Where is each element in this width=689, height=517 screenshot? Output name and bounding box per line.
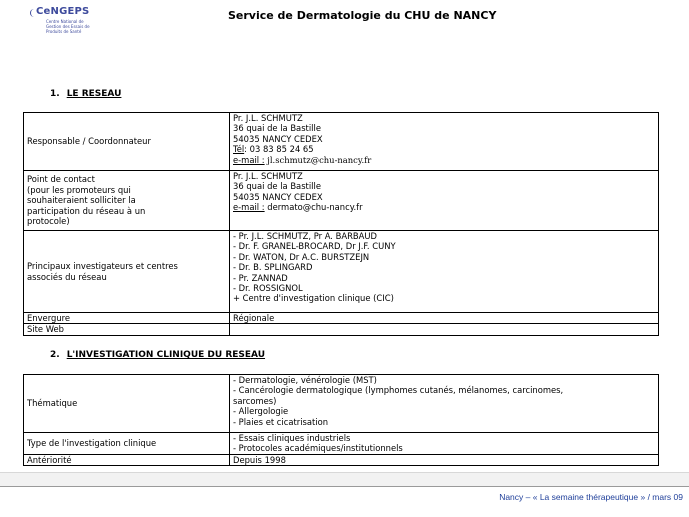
row-value	[230, 375, 659, 433]
email-label: e-mail :	[233, 202, 265, 213]
text-line: 36 quai de la Bastille	[233, 123, 321, 134]
text-line: Pr. J.L. SCHMUTZ	[233, 113, 303, 123]
row-label	[24, 231, 230, 313]
email-link[interactable]: dermato@chu-nancy.fr	[267, 202, 363, 213]
table-row	[24, 324, 659, 335]
text-line: Envergure	[27, 313, 71, 323]
text-line: - Dr. WATON, Dr A.C. BURSTZEJN	[233, 251, 370, 262]
text-line: 54035 NANCY CEDEX	[233, 133, 323, 144]
text-line: - Allergologie	[233, 406, 289, 417]
section-1-number: 1.	[50, 89, 60, 99]
text-line: 54035 NANCY CEDEX	[233, 191, 323, 202]
text-line: - Dr. F. GRANEL-BROCARD, Dr J.F. CUNY	[233, 241, 396, 252]
table-row	[24, 313, 659, 324]
row-label	[24, 433, 230, 455]
tel-value: : 03 83 85 24 65	[244, 144, 314, 155]
text-line: Thématique	[27, 398, 78, 409]
section-2-title: L'INVESTIGATION CLINIQUE DU RESEAU	[66, 350, 266, 360]
text-line	[233, 144, 655, 154]
row-label	[24, 171, 230, 231]
text-line: 36 quai de la Bastille	[233, 181, 321, 192]
text-line	[233, 155, 655, 165]
row-label	[24, 113, 230, 171]
table-row	[24, 455, 659, 466]
table-row	[24, 375, 659, 433]
network-table	[23, 112, 659, 336]
text-line: Site Web	[27, 324, 64, 335]
document-title: Service de Dermatologie du CHU de NANCY	[228, 9, 497, 22]
text-line: - Essais cliniques industriels	[233, 433, 351, 443]
text-line: - Plaies et cicatrisation	[233, 416, 329, 427]
row-label	[24, 375, 230, 433]
text-line	[233, 202, 655, 212]
email-link[interactable]: jl.schmutz@chu-nancy.fr	[267, 154, 372, 165]
text-line: protocole)	[27, 216, 70, 227]
text-line: - Dr. B. SPLINGARD	[233, 262, 313, 273]
text-line: Depuis 1998	[233, 455, 286, 465]
investigation-table	[23, 374, 659, 466]
text-line: - Pr. ZANNAD	[233, 272, 288, 283]
table-row	[24, 433, 659, 455]
cengeps-logo	[30, 6, 100, 46]
email-label: e-mail :	[233, 154, 265, 165]
text-line: - Pr. J.L. SCHMUTZ, Pr A. BARBAUD	[233, 231, 377, 241]
row-label	[24, 324, 230, 335]
footer-caption: Nancy – « La semaine thérapeutique » / mars 09	[499, 492, 683, 502]
text-line: Principaux investigateurs et centres	[27, 261, 178, 272]
text-line: Pr. J.L. SCHMUTZ	[233, 171, 303, 181]
text-line: Antériorité	[27, 455, 72, 465]
row-label	[24, 455, 230, 466]
text-line: + Centre d'investigation clinique (CIC)	[233, 293, 394, 304]
logo-subtitle: Centre National de Gestion des Essais de Produits de Santé	[46, 19, 90, 34]
text-line: Régionale	[233, 313, 275, 323]
table-row	[24, 113, 659, 171]
section-2-heading	[50, 350, 265, 360]
section-2-number: 2.	[50, 350, 60, 360]
section-1-heading	[50, 89, 121, 99]
text-line: - Dr. ROSSIGNOL	[233, 283, 303, 294]
table-row	[24, 231, 659, 313]
logo-title: CeNGEPS	[36, 6, 90, 17]
text-line: (pour les promoteurs qui	[27, 184, 131, 195]
text-line: Responsable / Coordonnateur	[27, 136, 151, 147]
row-value	[230, 324, 659, 335]
text-line: - Protocoles académiques/institutionnels	[233, 443, 403, 454]
row-label	[24, 313, 230, 324]
row-value	[230, 113, 659, 171]
text-line: - Cancérologie dermatologique (lymphomes cutanés, mélanomes, carcinomes,	[233, 385, 564, 396]
text-line: Type de l'investigation clinique	[27, 438, 157, 449]
divider	[0, 486, 689, 487]
text-line: participation du réseau à un	[27, 205, 146, 216]
text-line: - Dermatologie, vénérologie (MST)	[233, 375, 377, 385]
row-value	[230, 171, 659, 231]
tel-label: Tél	[233, 144, 245, 155]
row-value	[230, 455, 659, 466]
text-line: associés du réseau	[27, 271, 107, 282]
row-value	[230, 313, 659, 324]
text-line: sarcomes)	[233, 395, 277, 406]
text-line: souhaiteraient solliciter la	[27, 195, 136, 206]
text-line: Point de contact	[27, 174, 95, 185]
table-row	[24, 171, 659, 231]
row-value	[230, 231, 659, 313]
row-value	[230, 433, 659, 455]
section-1-title: LE RESEAU	[66, 89, 122, 99]
page-bottom-strip	[0, 472, 689, 486]
